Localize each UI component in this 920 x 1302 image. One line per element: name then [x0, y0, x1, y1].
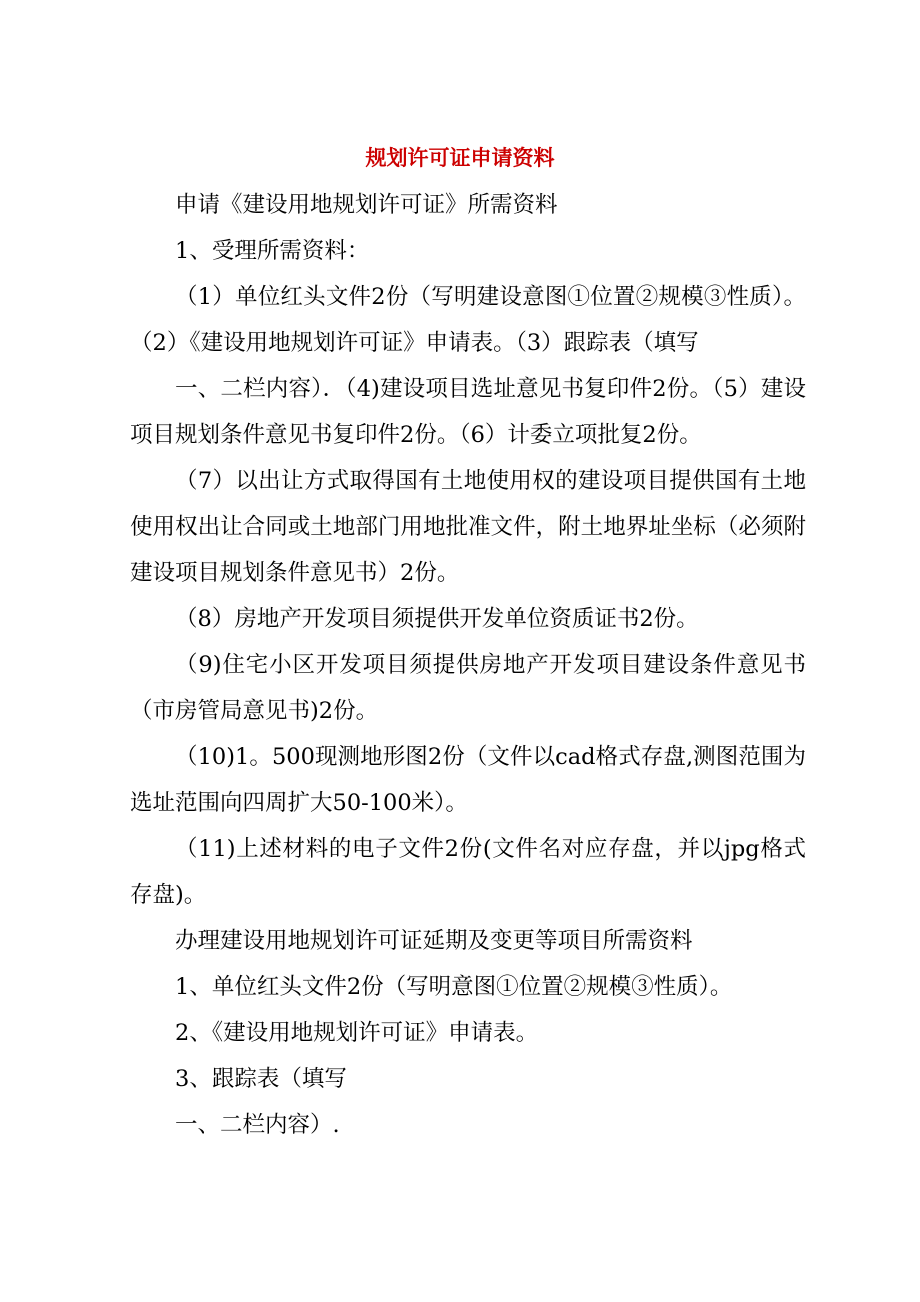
paragraph: 一、二栏内容）.	[175, 1112, 340, 1138]
paragraph: 一、二栏内容）．（4)建设项目选址意见书复印件2份。（5）建设项目规划条件意见书复印件2份。（6）计委立项批复2份。	[130, 376, 806, 448]
paragraph: （7）以出让方式取得国有土地使用权的建设项目提供国有土地使用权出让合同或土地部门用地批准文件，附土地界址坐标（必须附建设项目规划条件意见书）2份。	[130, 468, 806, 586]
paragraph: （10)1。500现测地形图2份（文件以cad格式存盘,测图范围为选址范围向四周扩大50-100米）。	[130, 744, 806, 816]
paragraph: （8）房地产开发项目须提供开发单位资质证书2份。	[175, 606, 699, 632]
paragraph: 2、《建设用地规划许可证》申请表。	[175, 1020, 539, 1046]
paragraph: （1）单位红头文件2份（写明建设意图①位置②规模③性质）。（2）《建设用地规划许可证》申请表。（3）跟踪表（填写	[130, 284, 806, 356]
paragraph: （9)住宅小区开发项目须提供房地产开发项目建设条件意见书（市房管局意见书)2份。	[130, 652, 806, 724]
paragraph: 办理建设用地规划许可证延期及变更等项目所需资料	[175, 928, 693, 954]
document-title: 规划许可证申请资料	[365, 146, 555, 170]
paragraph: 申请《建设用地规划许可证》所需资料	[175, 192, 558, 218]
paragraph: 1、单位红头文件2份（写明意图①位置②规模③性质）。	[175, 974, 733, 1000]
paragraph: 1、受理所需资料：	[175, 238, 370, 264]
paragraph: 3、跟踪表（填写	[175, 1066, 347, 1092]
paragraph: （11)上述材料的电子文件2份(文件名对应存盘，并以jpg格式存盘)。	[130, 836, 806, 908]
document-body	[130, 182, 806, 1148]
